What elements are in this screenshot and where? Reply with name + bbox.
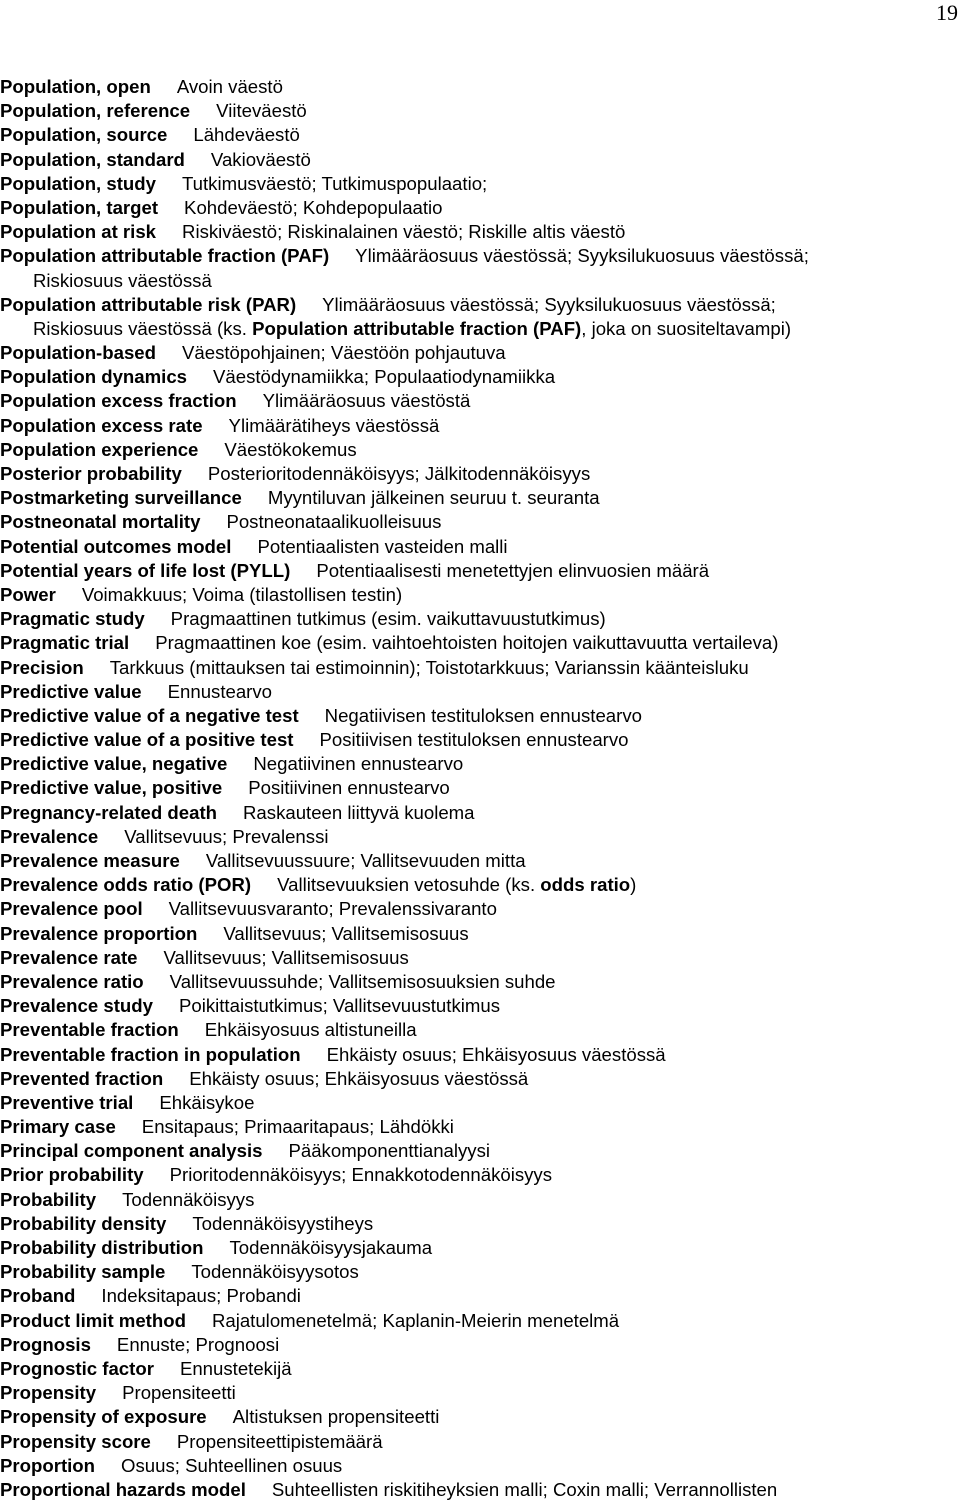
entry-translation: Ennustetekijä <box>179 1357 292 1379</box>
glossary-entry <box>0 1067 958 1091</box>
entry-term: Pregnancy-related death <box>0 801 217 823</box>
entry-translation: Potentiaalisesti menetettyjen elinvuosien määrä <box>316 559 710 581</box>
glossary-entry <box>0 99 958 123</box>
entry-term: Prevalence odds ratio (POR) <box>0 874 252 896</box>
glossary-entry <box>0 1091 958 1115</box>
entry-term: Prevalence proportion <box>0 922 198 944</box>
entry-term: Probability density <box>0 1212 167 1234</box>
entry-translation: Raskauteen liittyvä kuolema <box>243 801 475 823</box>
glossary-entry <box>0 607 958 631</box>
glossary-entry <box>0 172 958 196</box>
glossary-entry <box>0 1163 958 1187</box>
glossary-entry <box>0 389 958 413</box>
entry-translation: Tutkimusväestö; Tutkimuspopulaatio; <box>181 172 488 194</box>
entry-term: Population experience <box>0 438 199 460</box>
glossary-entry <box>0 414 958 438</box>
entry-translation: Indeksitapaus; Probandi <box>101 1285 301 1307</box>
glossary-entry <box>0 680 958 704</box>
glossary-entry <box>0 365 958 389</box>
translation-text: Vallitsevuuksien vetosuhde (ks. <box>277 874 541 896</box>
entry-term: Pragmatic study <box>0 608 145 630</box>
entry-translation: Ehkäisty osuus; Ehkäisyosuus väestössä <box>326 1043 666 1065</box>
entry-term: Population at risk <box>0 221 157 243</box>
glossary-entry <box>0 1043 958 1067</box>
entry-term: Posterior probability <box>0 463 182 485</box>
cross-reference-term: odds ratio <box>540 874 631 896</box>
entry-translation: Myyntiluvan jälkeinen seuruu t. seuranta <box>267 487 600 509</box>
glossary-entry <box>0 535 958 559</box>
entry-translation: Vallitsevuus; Prevalenssi <box>124 825 329 847</box>
entry-term: Proportional hazards model <box>0 1478 246 1500</box>
glossary-entry <box>0 1381 958 1405</box>
entry-term: Propensity of exposure <box>0 1406 207 1428</box>
entry-term: Population attributable fraction (PAF) <box>0 245 330 267</box>
glossary-entry <box>0 897 958 921</box>
entry-translation: Vakioväestö <box>210 148 311 170</box>
entry-term: Probability distribution <box>0 1237 204 1259</box>
entry-translation: Vallitsevuussuure; Vallitsevuuden mitta <box>205 850 526 872</box>
entry-term: Prior probability <box>0 1164 144 1186</box>
entry-translation: Todennäköisyystiheys <box>192 1212 374 1234</box>
entry-translation: Kohdeväestö; Kohdepopulaatio <box>184 196 443 218</box>
glossary-entry <box>0 220 958 244</box>
glossary-entry <box>0 656 958 680</box>
glossary-entry <box>0 1115 958 1139</box>
glossary-entry <box>0 244 958 292</box>
glossary-entry <box>0 462 958 486</box>
entry-translation: Todennäköisyysotos <box>191 1261 359 1283</box>
entry-translation: Avoin väestö <box>176 76 283 97</box>
entry-term: Population excess fraction <box>0 390 237 412</box>
glossary-entry <box>0 510 958 534</box>
entry-translation: Ylimääräosuus väestössä; Syyksilukuosuus väestössä; <box>322 293 776 315</box>
glossary-entry <box>0 776 958 800</box>
entry-term: Prevalence measure <box>0 850 180 872</box>
glossary-entry <box>0 946 958 970</box>
glossary-entry <box>0 704 958 728</box>
glossary-entry <box>0 196 958 220</box>
entry-translation: Pragmaattinen tutkimus (esim. vaikuttavuustutkimus) <box>170 608 606 630</box>
entry-translation: Lähdeväestö <box>193 124 300 146</box>
entry-translation: Viiteväestö <box>216 100 307 122</box>
entry-translation: Potentiaalisten vasteiden malli <box>257 535 508 557</box>
entry-translation: Suhteellisten riskitiheyksien malli; Coxin malli; Verrannollisten <box>271 1478 778 1500</box>
glossary-entry <box>0 752 958 776</box>
entry-translation: Ylimääräosuus väestöstä <box>262 390 471 412</box>
entry-translation: Positiivisen testituloksen ennustearvo <box>319 729 629 751</box>
entry-term: Population, target <box>0 196 159 218</box>
entry-translation: Riskiväestö; Riskinalainen väestö; Riskille altis väestö <box>182 221 626 243</box>
entry-continuation: Riskiosuus väestössä <box>33 269 212 291</box>
entry-term: Primary case <box>0 1116 116 1138</box>
entry-translation: Vallitsevuus; Vallitsemisosuus <box>223 922 469 944</box>
entry-continuation <box>0 317 958 341</box>
entry-term: Population, study <box>0 172 156 194</box>
glossary-entry <box>0 631 958 655</box>
entry-term: Population dynamics <box>0 366 187 388</box>
entry-term: Predictive value of a positive test <box>0 729 294 751</box>
glossary-entry <box>0 75 958 99</box>
entry-term: Prevalence study <box>0 995 153 1017</box>
entry-term: Population, source <box>0 124 168 146</box>
entry-term: Proband <box>0 1285 76 1307</box>
glossary-entry <box>0 583 958 607</box>
glossary-entry <box>0 728 958 752</box>
entry-translation: Ennuste; Prognoosi <box>116 1333 280 1355</box>
entry-translation: Pääkomponenttianalyysi <box>288 1140 491 1162</box>
entry-term: Predictive value <box>0 680 142 702</box>
entry-term: Population, open <box>0 76 151 97</box>
entry-term: Power <box>0 583 56 605</box>
entry-translation: Posterioritodennäköisyys; Jälkitodennäköisyys <box>207 463 591 485</box>
glossary-list <box>0 75 958 1502</box>
entry-term: Probability sample <box>0 1261 166 1283</box>
entry-translation: Poikittaistutkimus; Vallitsevuustutkimus <box>178 995 500 1017</box>
cross-reference-term: Population attributable fraction (PAF) <box>252 317 582 339</box>
entry-translation: Väestökokemus <box>224 438 357 460</box>
entry-term: Propensity score <box>0 1430 151 1452</box>
entry-term: Prognosis <box>0 1333 91 1355</box>
glossary-entry <box>0 1357 958 1381</box>
entry-term: Preventable fraction in population <box>0 1043 301 1065</box>
entry-translation: Negatiivinen ennustearvo <box>253 753 464 775</box>
entry-term: Probability <box>0 1188 97 1210</box>
entry-term: Prevented fraction <box>0 1067 164 1089</box>
entry-translation: Ehkäisty osuus; Ehkäisyosuus väestössä <box>189 1067 529 1089</box>
entry-term: Population-based <box>0 342 156 364</box>
glossary-entry <box>0 1139 958 1163</box>
glossary-entry <box>0 922 958 946</box>
glossary-entry <box>0 1454 958 1478</box>
entry-translation: Altistuksen propensiteetti <box>232 1406 440 1428</box>
glossary-entry <box>0 293 958 341</box>
glossary-entry <box>0 801 958 825</box>
glossary-entry <box>0 1478 958 1502</box>
entry-term: Pragmatic trial <box>0 632 130 654</box>
glossary-entry <box>0 438 958 462</box>
entry-term: Potential years of life lost (PYLL) <box>0 559 291 581</box>
entry-translation: Propensiteettipistemäärä <box>176 1430 383 1452</box>
entry-translation: Rajatulomenetelmä; Kaplanin-Meierin menetelmä <box>211 1309 620 1331</box>
continuation-text: Riskiosuus väestössä (ks. <box>33 317 253 339</box>
glossary-entry <box>0 123 958 147</box>
entry-term: Population, reference <box>0 100 191 122</box>
glossary-entry <box>0 1236 958 1260</box>
page-number: 19 <box>936 0 958 25</box>
entry-translation: Ylimäärätiheys väestössä <box>228 414 440 436</box>
glossary-entry <box>0 1405 958 1429</box>
entry-term: Prevalence <box>0 825 99 847</box>
entry-translation: Todennäköisyysjakauma <box>229 1237 433 1259</box>
entry-term: Product limit method <box>0 1309 186 1331</box>
glossary-entry <box>0 825 958 849</box>
glossary-entry <box>0 1333 958 1357</box>
entry-term: Preventive trial <box>0 1091 134 1113</box>
entry-term: Postneonatal mortality <box>0 511 201 533</box>
glossary-entry <box>0 1309 958 1333</box>
entry-term: Prevalence ratio <box>0 970 144 992</box>
entry-term: Predictive value, negative <box>0 753 228 775</box>
glossary-entry <box>0 341 958 365</box>
entry-translation <box>277 874 636 895</box>
glossary-entry <box>0 1188 958 1212</box>
glossary-entry <box>0 994 958 1018</box>
glossary-entry <box>0 486 958 510</box>
entry-translation: Ennustearvo <box>167 680 273 702</box>
glossary-entry <box>0 1260 958 1284</box>
entry-term: Principal component analysis <box>0 1140 263 1162</box>
glossary-entry <box>0 873 958 897</box>
entry-translation: Positiivinen ennustearvo <box>248 777 450 799</box>
continuation-text: , joka on suositeltavampi) <box>581 317 792 339</box>
entry-translation: Prioritodennäköisyys; Ennakkotodennäköisyys <box>169 1164 553 1186</box>
entry-term: Predictive value, positive <box>0 777 223 799</box>
glossary-entry <box>0 970 958 994</box>
entry-term: Population, standard <box>0 148 185 170</box>
entry-term: Prevalence pool <box>0 898 143 920</box>
glossary-entry <box>0 849 958 873</box>
entry-term: Prevalence rate <box>0 946 138 968</box>
entry-term: Preventable fraction <box>0 1019 179 1041</box>
glossary-entry <box>0 559 958 583</box>
entry-translation: Vallitsevuus; Vallitsemisosuus <box>163 946 409 968</box>
entry-term: Population excess rate <box>0 414 203 436</box>
entry-term: Potential outcomes model <box>0 535 232 557</box>
entry-term: Postmarketing surveillance <box>0 487 242 509</box>
entry-term: Predictive value of a negative test <box>0 704 299 726</box>
entry-term: Precision <box>0 656 84 678</box>
entry-translation: Pragmaattinen koe (esim. vaihtoehtoisten hoitojen vaikuttavuutta vertaileva) <box>155 632 779 654</box>
entry-translation: Ylimääräosuus väestössä; Syyksilukuosuus väestössä; <box>355 245 809 267</box>
entry-translation: Väestöpohjainen; Väestöön pohjautuva <box>182 342 506 364</box>
glossary-entry <box>0 1212 958 1236</box>
entry-translation: Todennäköisyys <box>122 1188 255 1210</box>
glossary-entry <box>0 1284 958 1308</box>
entry-term: Proportion <box>0 1454 96 1476</box>
entry-translation: Ehkäisykoe <box>159 1091 255 1113</box>
entry-translation: Negatiivisen testituloksen ennustearvo <box>324 704 642 726</box>
entry-translation: Ehkäisyosuus altistuneilla <box>204 1019 417 1041</box>
entry-translation: Propensiteetti <box>122 1382 236 1404</box>
entry-translation: Voimakkuus; Voima (tilastollisen testin) <box>81 583 403 605</box>
entry-translation: Osuus; Suhteellinen osuus <box>121 1454 343 1476</box>
entry-translation: Tarkkuus (mittauksen tai estimoinnin); Toistotarkkuus; Varianssin käänteisluku <box>109 656 749 678</box>
entry-term: Prognostic factor <box>0 1357 154 1379</box>
entry-translation: Vallitsevuusvaranto; Prevalenssivaranto <box>168 898 497 920</box>
glossary-entry <box>0 1018 958 1042</box>
entry-translation: Vallitsevuussuhde; Vallitsemisosuuksien suhde <box>169 970 556 992</box>
translation-text: ) <box>630 874 637 896</box>
entry-translation: Postneonataalikuolleisuus <box>226 511 442 533</box>
glossary-entry <box>0 148 958 172</box>
entry-term: Population attributable risk (PAR) <box>0 293 297 315</box>
entry-term: Propensity <box>0 1382 97 1404</box>
entry-translation: Väestödynamiikka; Populaatiodynamiikka <box>213 366 556 388</box>
entry-translation: Ensitapaus; Primaaritapaus; Lähdökki <box>141 1116 454 1138</box>
glossary-entry <box>0 1430 958 1454</box>
